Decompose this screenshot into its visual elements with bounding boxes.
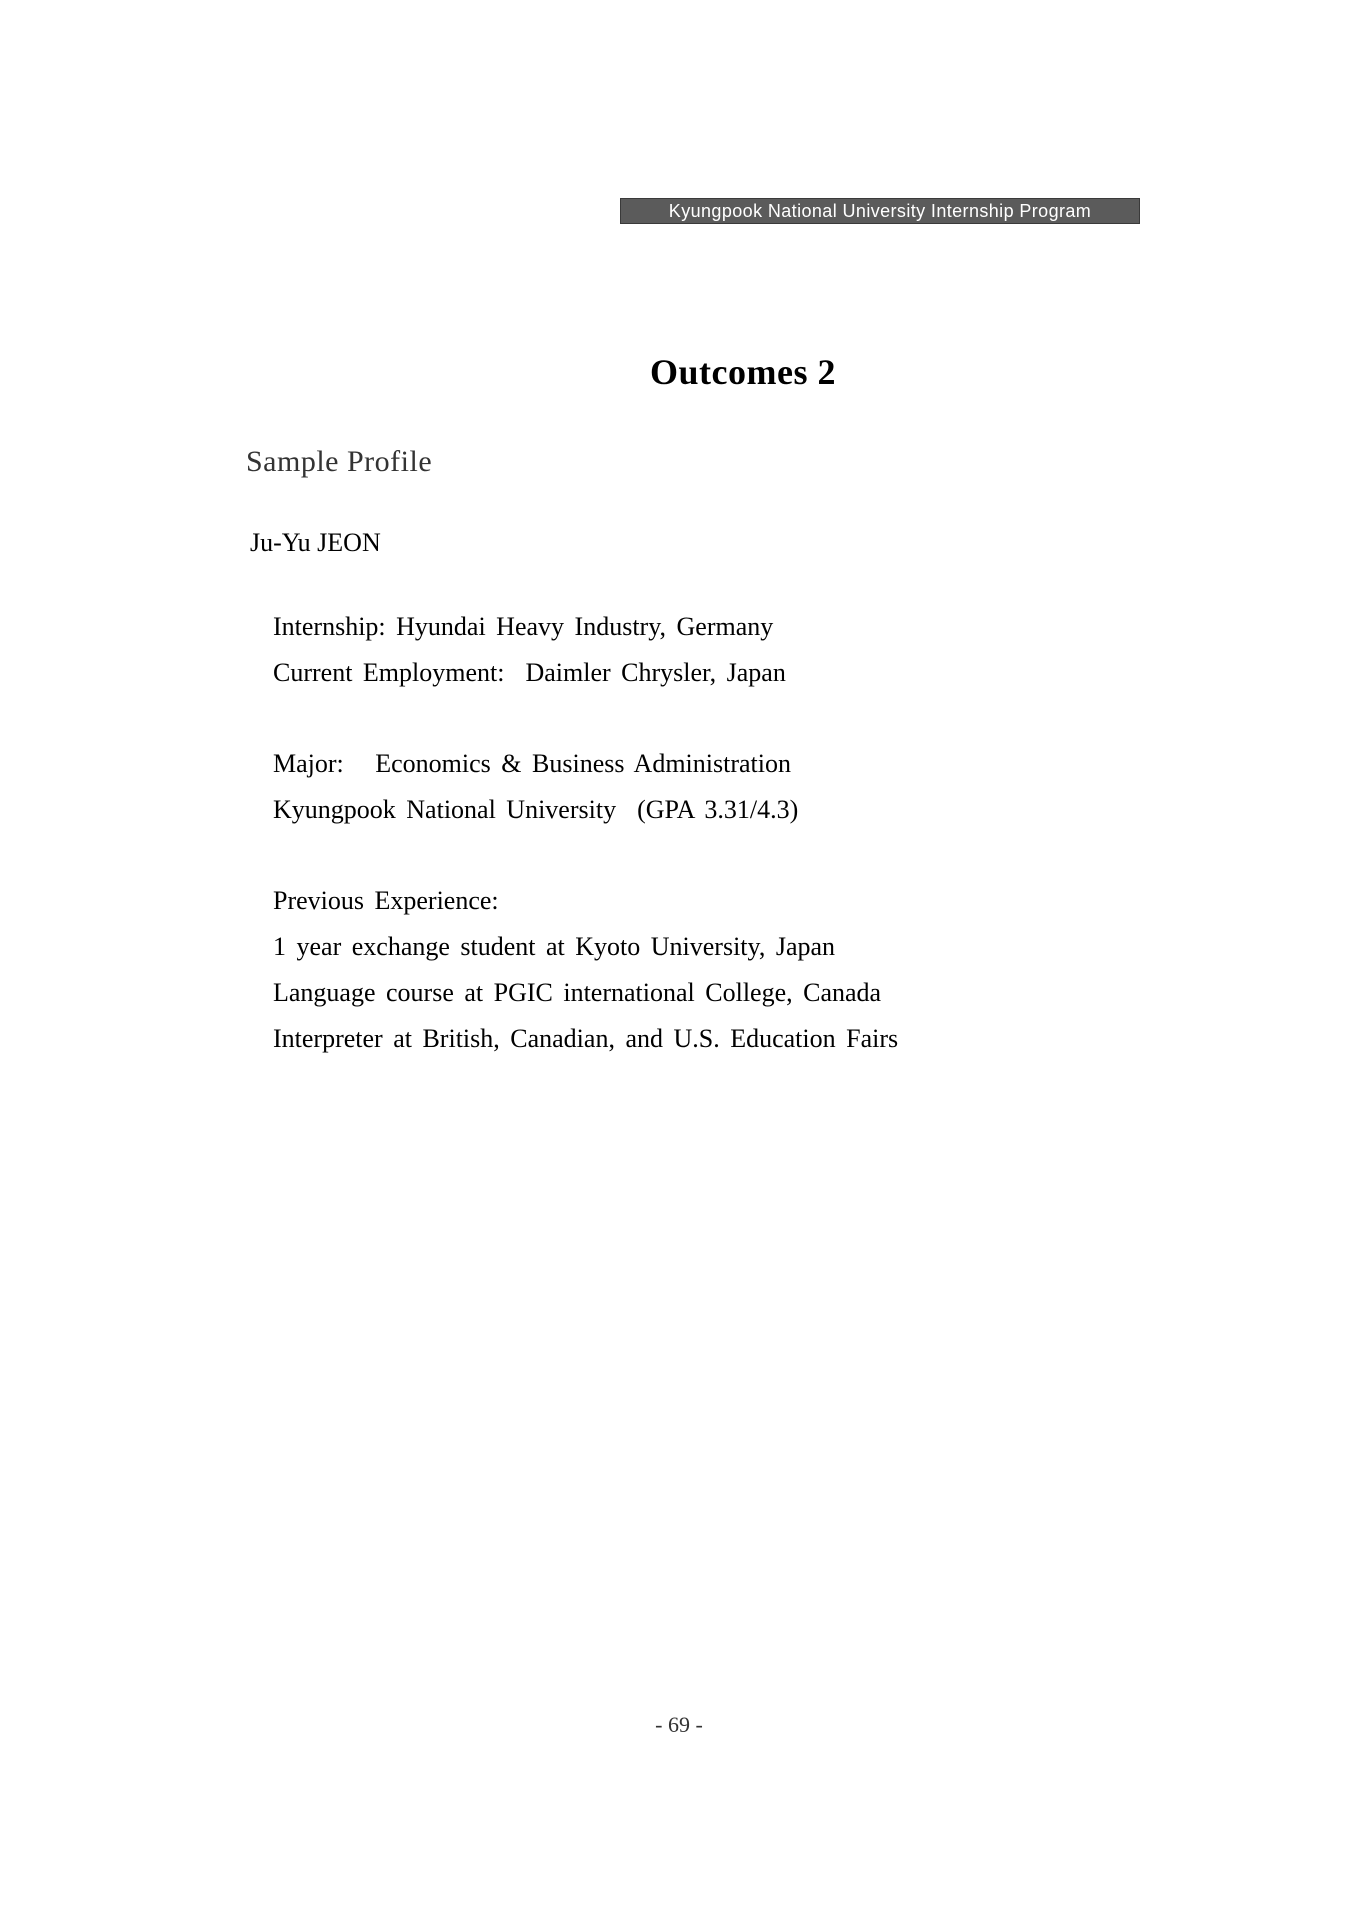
page-number: - 69 - (655, 1712, 703, 1737)
current-employment-line: Current Employment: Daimler Chrysler, Japan (273, 658, 786, 687)
page-title: Outcomes 2 (650, 352, 836, 392)
header-banner: Kyungpook National University Internship Program (620, 198, 1140, 224)
experience-item: 1 year exchange student at Kyoto University, Japan (273, 932, 836, 961)
experience-block (273, 878, 898, 1062)
major-line: Major: Economics & Business Administration (273, 749, 791, 778)
profile-name: Ju-Yu JEON (250, 528, 381, 557)
section-title: Sample Profile (246, 445, 433, 478)
employment-block (273, 604, 786, 696)
internship-line: Internship: Hyundai Heavy Industry, Germany (273, 612, 774, 641)
experience-item: Interpreter at British, Canadian, and U.S. Education Fairs (273, 1024, 899, 1053)
education-block (273, 741, 798, 833)
experience-heading: Previous Experience: (273, 886, 499, 915)
experience-item: Language course at PGIC international College, Canada (273, 978, 882, 1007)
university-line: Kyungpook National University (GPA 3.31/4.3) (273, 795, 799, 824)
